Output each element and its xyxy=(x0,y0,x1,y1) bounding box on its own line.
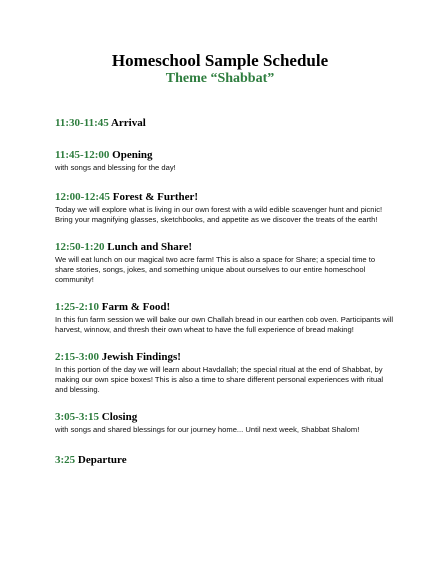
schedule-item-opening xyxy=(55,148,395,173)
schedule-item-description: with songs and shared blessings for our journey home... Until next week, Shabbat Shalom! xyxy=(55,425,360,434)
schedule-item-heading xyxy=(55,453,395,467)
schedule-item-description: We will eat lunch on our magical two acre farm! This is also a space for Share; a special time to share stories, songs, jokes, and something unique about ourselves to our entire homeschool community! xyxy=(55,255,376,284)
schedule-item-heading xyxy=(55,350,395,364)
schedule-item-arrival xyxy=(55,116,395,130)
schedule-item-farm xyxy=(55,300,395,335)
schedule-item-time: 3:25 xyxy=(55,454,76,466)
schedule-item-heading xyxy=(55,190,395,204)
schedule-item-heading xyxy=(55,410,395,424)
schedule-item-heading xyxy=(55,300,395,314)
schedule-item-label: Closing xyxy=(101,411,138,423)
schedule-item-time: 12:50-1:20 xyxy=(55,241,105,253)
schedule-item-label: Jewish Findings! xyxy=(101,351,181,363)
schedule-item-description: In this portion of the day we will learn about Havdallah; the special ritual at the end of Shabbat, by making our own spice boxes! This is also a time to share different personal experiences with ritual and blessing. xyxy=(55,365,384,394)
schedule-item-description: with songs and blessing for the day! xyxy=(55,163,176,172)
schedule-item-forest xyxy=(55,190,395,225)
schedule-item-time: 1:25-2:10 xyxy=(55,301,99,313)
schedule-item-heading xyxy=(55,148,395,162)
schedule-item-label: Opening xyxy=(112,149,153,161)
schedule-item-lunch xyxy=(55,240,395,285)
schedule-list xyxy=(55,116,395,480)
schedule-item-heading xyxy=(55,240,395,254)
schedule-item-description: In this fun farm session we will bake our own Challah bread in our earthen cob oven. Participants will harvest, winnow, and thresh their own wheat to have the full experience of bread making! xyxy=(55,315,394,334)
schedule-item-closing xyxy=(55,410,395,435)
schedule-item-label: Forest & Further! xyxy=(112,191,199,203)
schedule-item-jewish-findings xyxy=(55,350,395,395)
schedule-item-time: 12:00-12:45 xyxy=(55,191,110,203)
schedule-item-time: 11:30-11:45 xyxy=(55,117,109,129)
schedule-item-label: Departure xyxy=(77,454,127,466)
schedule-item-label: Farm & Food! xyxy=(101,301,171,313)
document-subtitle: Theme “Shabbat” xyxy=(165,71,275,86)
document-title: Homeschool Sample Schedule xyxy=(111,51,329,70)
schedule-item-time: 11:45-12:00 xyxy=(55,149,110,161)
schedule-item-label: Lunch and Share! xyxy=(107,241,193,253)
schedule-item-label: Arrival xyxy=(110,117,146,129)
schedule-item-description: Today we will explore what is living in our own forest with a wild edible scavenger hunt and picnic! Bring your magnifying glasses, sketchbooks, and appetite as we discover the treats of the earth! xyxy=(55,205,383,224)
schedule-item-time: 3:05-3:15 xyxy=(55,411,99,423)
schedule-item-time: 2:15-3:00 xyxy=(55,351,99,363)
schedule-item-heading xyxy=(55,116,395,130)
schedule-item-departure xyxy=(55,453,395,467)
